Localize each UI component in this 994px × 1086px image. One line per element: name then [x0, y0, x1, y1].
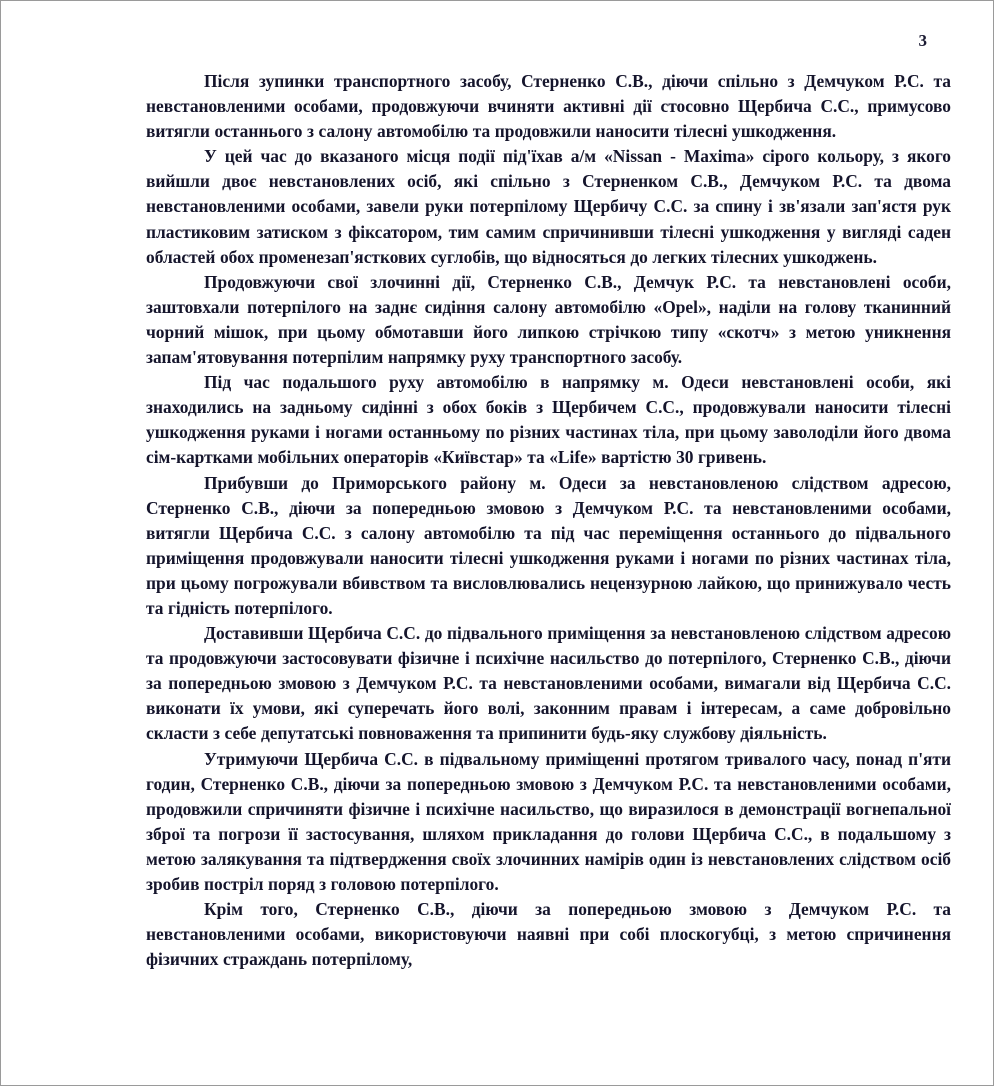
paragraph: Під час подальшого руху автомобілю в напрямку м. Одеси невстановлені особи, які знаходились на задньому сидінні з обох боків з Щербичем С.С., продовжували наносити тілесні ушкодження руками і ногами останньому по різних частинах тіла, при цьому заволоділи його двома сім-картками мобільних операторів «Київстар» та «Life» вартістю 30 гривень. [146, 372, 951, 468]
paragraph: Крім того, Стерненко С.В., діючи за попередньою змовою з Демчуком Р.С. та невстановленими особами, використовуючи наявні при собі плоскогубці, з метою спричинення фізичних страждань потерпілому, [146, 899, 951, 970]
paragraph: У цей час до вказаного місця події під'їхав а/м «Nissan - Maxima» сірого кольору, з якого вийшли двоє невстановлених осіб, які спільно з Стерненком С.В., Демчуком Р.С. та двома невстановленими особами, завели руки потерпілому Щербичу С.С. за спину і зв'язали зап'ястя рук пластиковим затиском з фіксатором, тим самим спричинивши тілесні ушкодження у вигляді саден областей обох променезап'ясткових суглобів, що відносяться до легких тілесних ушкоджень. [146, 146, 951, 267]
paragraph: Продовжуючи свої злочинні дії, Стерненко С.В., Демчук Р.С. та невстановлені особи, заштовхали потерпілого на заднє сидіння салону автомобілю «Opel», наділи на голову тканинний чорний мішок, при цьому обмотавши його липкою стрічкою типу «скотч» з метою уникнення запам'ятовування потерпілим напрямку руху транспортного засобу. [146, 271, 951, 368]
paragraph: Доставивши Щербича С.С. до підвального приміщення за невстановленою слідством адресою та продовжуючи застосовувати фізичне і психічне насильство до потерпілого, Стерненко С.В., діючи за попередньою змовою з Демчуком Р.С. та невстановленими особами, вимагали від Щербича С.С. виконати їх умови, які суперечать його волі, законним правам і інтересам, а саме добровільно скласти з себе депутатські повноваження та припинити будь-яку службову діяльність. [146, 623, 951, 744]
paragraph: Після зупинки транспортного засобу, Стерненко С.В., діючи спільно з Демчуком Р.С. та невстановленими особами, продовжуючи вчиняти активні дії стосовно Щербича С.С., примусово витягли останнього з салону автомобілю та продовжили наносити тілесні ушкодження. [146, 71, 951, 142]
paragraph: Прибувши до Приморського району м. Одеси за невстановленою слідством адресою, Стерненко С.В., діючи за попередньою змовою з Демчуком Р.С. та невстановленими особами, витягли Щербича С.С. з салону автомобілю та під час переміщення останнього до підвального приміщення продовжували наносити тілесні ушкодження руками і ногами по різних частинах тіла, при цьому погрожували вбивством та висловлювались нецензурною лайкою, що принижувало честь та гідність потерпілого. [146, 472, 951, 618]
document-body [146, 69, 951, 972]
page-number: 3 [918, 31, 927, 50]
paragraph: Утримуючи Щербича С.С. в підвальному приміщенні протягом тривалого часу, понад п'яти годин, Стерненко С.В., діючи за попередньою змовою з Демчуком Р.С. та невстановленими особами, продовжили спричиняти фізичне і психічне насильство, що виразилося в демонстрації вогнепальної зброї та погрози її застосування, шляхом прикладання до голови Щербича С.С., в подальшому з метою залякування та підтвердження своїх злочинних намірів один із невстановлених слідством осіб зробив постріл поряд з головою потерпілого. [146, 748, 951, 894]
